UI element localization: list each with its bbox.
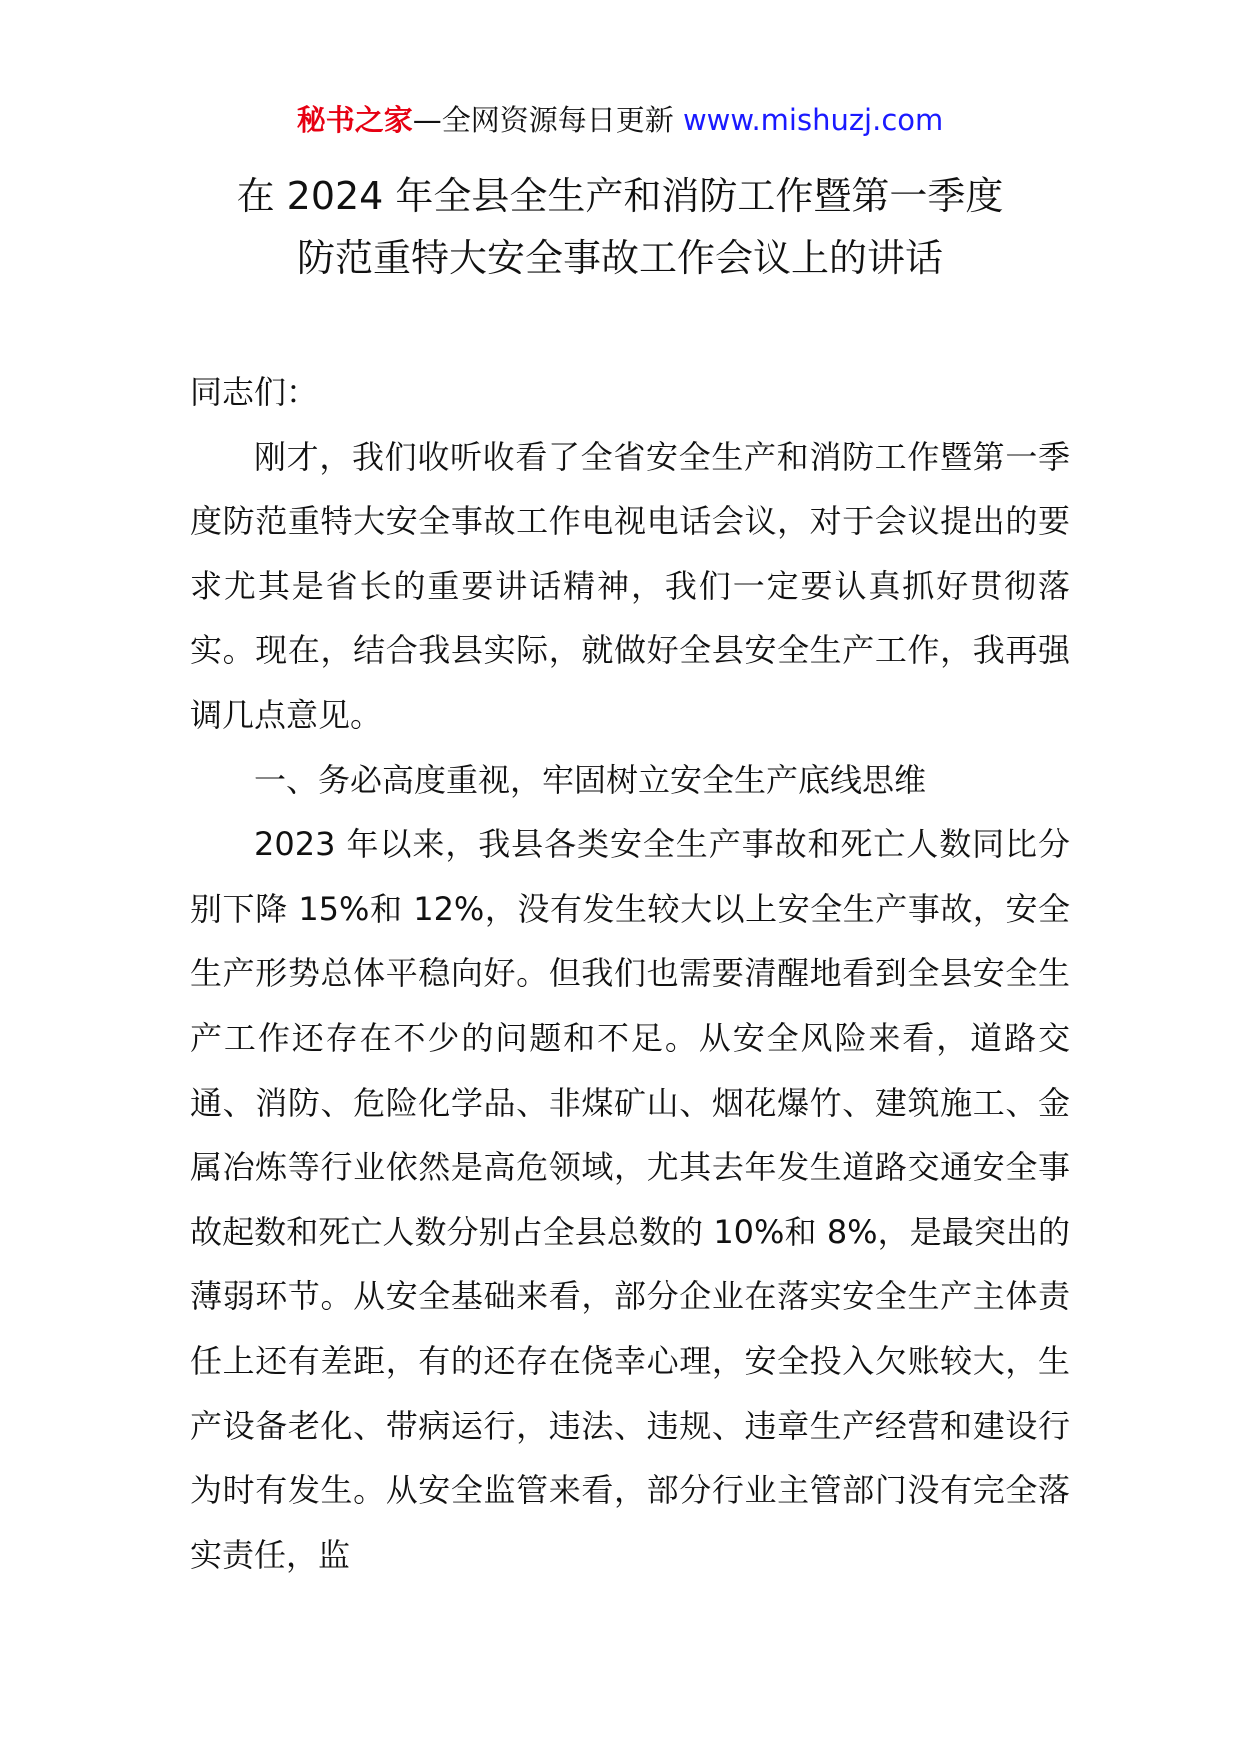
document-body <box>190 360 1070 1587</box>
salutation: 同志们： <box>190 373 319 411</box>
title-line-2: 防范重特大安全事故工作会议上的讲话 <box>296 236 943 280</box>
site-url-link[interactable]: www.mishuzj.com <box>682 103 944 137</box>
section-heading: 一、务必高度重视，牢固树立安全生产底线思维 <box>254 760 927 799</box>
banner-tagline: —全网资源每日更新 <box>412 103 683 137</box>
site-banner <box>0 100 1240 140</box>
brand-name: 秘书之家 <box>296 103 413 137</box>
title-line-1: 在 2024 年全县全生产和消防工作暨第一季度 <box>236 174 1004 218</box>
body-paragraph: 2023 年以来，我县各类安全生产事故和死亡人数同比分别下降 15%和 12%，没有发生较大以上安全生产事故，安全生产形势总体平稳向好。但我们也需要清醒地看到全县安全生产工作还存在不少的问题和不足。从安全风险来看，道路交通、消防、危险化学品、非煤矿山、烟花爆竹、建筑施工、金属冶炼等行业依然是高危领域，尤其去年发生道路交通安全事故起数和死亡人数分别占全县总数的 10%和 8%，是最突出的薄弱环节。从安全基础来看，部分企业在落实安全生产主体责任上还有差距，有的还存在侥幸心理，安全投入欠账较大，生产设备老化、带病运行，违法、违规、违章生产经营和建设行为时有发生。从安全监管来看，部分行业主管部门没有完全落实责任，监 <box>190 825 1070 1574</box>
document-title <box>0 165 1240 289</box>
body-paragraph: 刚才，我们收听收看了全省安全生产和消防工作暨第一季度防范重特大安全事故工作电视电话会议，对于会议提出的要求尤其是省长的重要讲话精神，我们一定要认真抓好贯彻落实。现在，结合我县实际，就做好全县安全生产工作，我再强调几点意见。 <box>190 437 1070 734</box>
